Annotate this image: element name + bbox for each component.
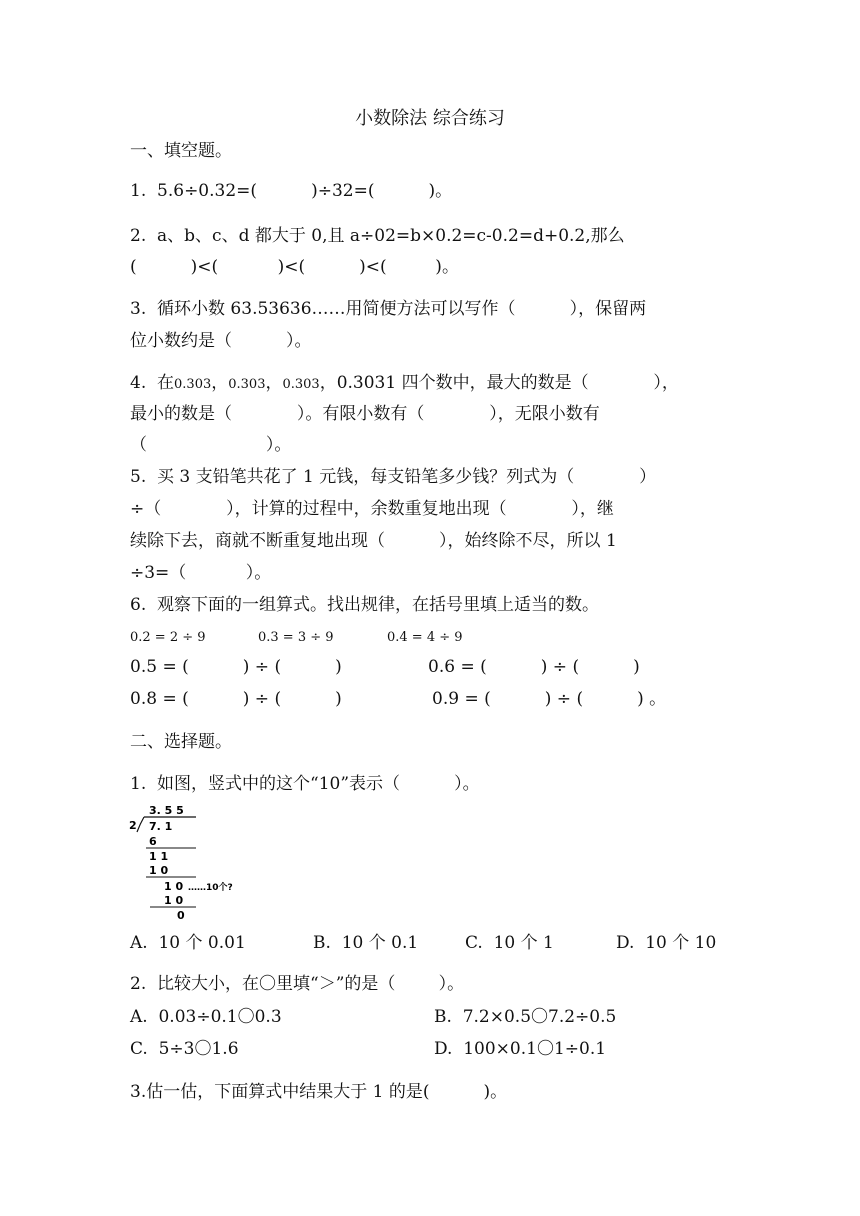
section2-heading: 二、选择题。 <box>130 732 232 752</box>
q2-2-option-b[interactable]: B. 7.2×0.5〇7.2÷0.5 <box>434 1007 617 1027</box>
question-1-3-line2: 位小数约是（ ）。 <box>130 331 312 351</box>
question-1-5-line3: 续除下去，商就不断重复地出现（ ），始终除不尽，所以 1 <box>130 531 617 551</box>
q6-example-1: 0.2 = 2 ÷ 9 <box>130 630 206 645</box>
recurring-number-1: 0.303 <box>174 377 212 392</box>
question-1-6: 6. 观察下面的一组算式。找出规律，在括号里填上适当的数。 <box>130 595 600 615</box>
question-1-3-line1: 3. 循环小数 63.53636……用简便方法可以写作（ ），保留两 <box>130 299 647 319</box>
question-1-5-line2: ÷（ ），计算的过程中，余数重复地出现（ ），继 <box>130 499 614 519</box>
question-1-4-line3: （ ）。 <box>130 435 292 455</box>
question-1-4-line2: 最小的数是（ ）。有限小数有（ ），无限小数有 <box>130 404 600 424</box>
question-2-2: 2. 比较大小，在〇里填“＞”的是（ ）。 <box>130 974 465 994</box>
question-2-1: 1. 如图，竖式中的这个“10”表示（ ）。 <box>130 774 480 794</box>
long-division-figure <box>126 800 266 925</box>
step-5-text: 1 0 <box>164 894 184 907</box>
recurring-number-3: 0.303 <box>282 377 320 392</box>
question-1-5-line4: ÷3=（ ）。 <box>130 563 272 583</box>
q2-2-option-d[interactable]: D. 100×0.1〇1÷0.1 <box>434 1039 607 1059</box>
q6-row1-b: 0.6 = ( ) ÷ ( ) <box>428 657 640 677</box>
q2-2-option-c[interactable]: C. 5÷3〇1.6 <box>130 1039 239 1059</box>
q6-example-3: 0.4 = 4 ÷ 9 <box>387 630 463 645</box>
step-3-text: 1 0 <box>149 864 169 877</box>
quotient-text: 3. 5 5 <box>149 804 184 817</box>
question-2-3: 3.估一估，下面算式中结果大于 1 的是( )。 <box>130 1082 508 1102</box>
q6-row1-a: 0.5 = ( ) ÷ ( ) <box>130 657 342 677</box>
q6-example-2: 0.3 = 3 ÷ 9 <box>258 630 334 645</box>
step-6-text: 0 <box>177 909 185 922</box>
dividend-text: 7. 1 <box>149 820 173 833</box>
question-1-1: 1. 5.6÷0.32=( )÷32=( )。 <box>130 181 453 201</box>
division-bracket <box>137 817 144 832</box>
q2-1-option-a[interactable]: A. 10 个 0.01 <box>130 933 246 953</box>
divisor-text: 2 <box>129 819 137 832</box>
question-1-2-line1: 2. a、b、c、d 都大于 0,且 a÷02=b×0.2=c-0.2=d+0.2,那么 <box>130 226 625 246</box>
q6-row2-a: 0.8 = ( ) ÷ ( ) <box>130 689 342 709</box>
q2-1-option-b[interactable]: B. 10 个 0.1 <box>313 933 419 953</box>
step-4-text: 1 0 <box>164 880 184 893</box>
q2-1-option-c[interactable]: C. 10 个 1 <box>465 933 554 953</box>
q2-1-option-d[interactable]: D. 10 个 10 <box>616 933 717 953</box>
question-1-4-line1: 4. 在0.303，0.303，0.303，0.3031 四个数中，最大的数是（ ）， <box>130 373 679 393</box>
question-1-2-line2: ( )<( )<( )<( )。 <box>130 257 459 277</box>
step-4-note: ……10个? <box>188 883 233 893</box>
recurring-number-2: 0.303 <box>228 377 266 392</box>
q2-2-option-a[interactable]: A. 0.03÷0.1〇0.3 <box>130 1007 282 1027</box>
step-2-text: 1 1 <box>149 850 169 863</box>
q6-row2-b: 0.9 = ( ) ÷ ( ) 。 <box>432 689 667 709</box>
section1-heading: 一、填空题。 <box>130 141 232 161</box>
question-1-5-line1: 5. 买 3 支铅笔共花了 1 元钱，每支铅笔多少钱？列式为（ ） <box>130 467 657 487</box>
step-1-text: 6 <box>149 835 157 848</box>
page-title: 小数除法 综合练习 <box>355 108 505 129</box>
